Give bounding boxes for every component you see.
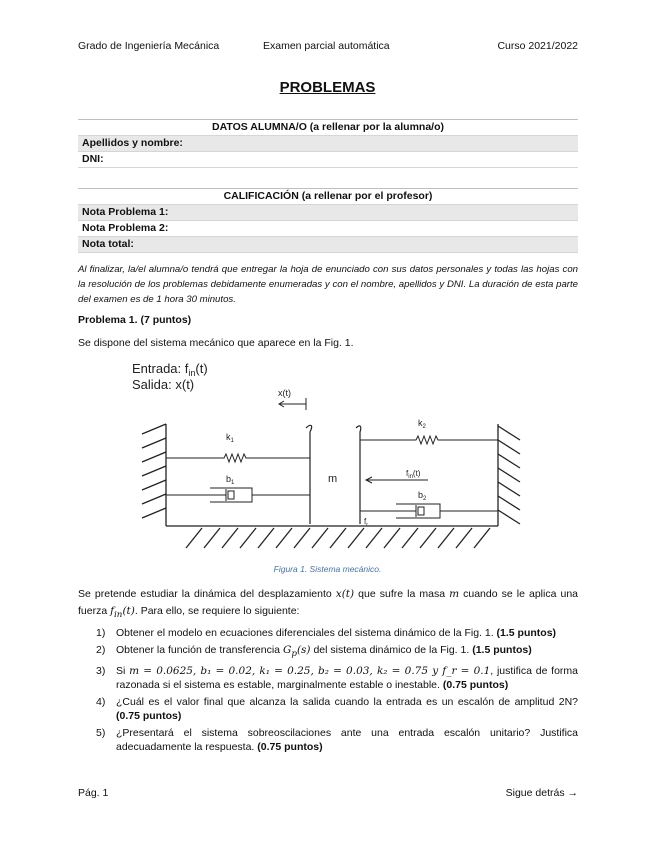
task-list [96, 626, 578, 757]
student-table-heading: DATOS ALUMNA/O (a rellenar por la alumna/o) [78, 119, 578, 135]
figure-caption: Figura 1. Sistema mecánico. [273, 564, 382, 574]
header-exam: Examen parcial automática [263, 40, 390, 52]
k2-label: $k_2$ [418, 418, 426, 430]
entrada-tail: (t) [195, 361, 208, 376]
mass-label: m [328, 473, 338, 485]
fin-label: $f_{in}(t)$ [406, 469, 421, 480]
spring-k1 [166, 454, 310, 462]
damper-b2 [360, 504, 498, 518]
problem1-intro: Se dispone del sistema mecánico que aparece en la Fig. 1. [78, 337, 354, 349]
damper-b1 [166, 488, 310, 502]
student-name-field[interactable]: Apellidos y nombre: [78, 135, 578, 151]
footer-page-number: Pág. 1 [78, 787, 109, 799]
right-wall [498, 424, 520, 526]
entrada-sub: in [188, 368, 196, 378]
grade-problem2-field[interactable]: Nota Problema 2: [78, 220, 578, 236]
grade-table [78, 188, 578, 253]
footer-next-link: Sigue detrás → [505, 787, 578, 799]
list-item: 2) Obtener la función de transferencia $G_p(s)$ del sistema dinámico de la Fig. 1. (1.5 puntos) [96, 644, 532, 660]
salida-label: Salida: x(t) [132, 377, 195, 392]
student-dni-field[interactable]: DNI: [78, 151, 578, 168]
mechanical-system-figure [128, 358, 528, 558]
var-fin: $f_{in}(t)$ [110, 605, 135, 621]
problem1-title: Problema 1. (7 puntos) [78, 314, 192, 326]
entrada-label: Entrada: f [132, 361, 189, 376]
b2-label: $b_2$ [418, 490, 427, 502]
page-title: PROBLEMAS [279, 79, 376, 96]
grade-table-heading: CALIFICACIÓN (a rellenar por el profesor) [78, 188, 578, 204]
var-x: x(t) [335, 588, 355, 600]
x-label: x(t) [278, 388, 291, 398]
grade-problem1-field[interactable]: Nota Problema 1: [78, 204, 578, 220]
spring-k2 [360, 436, 498, 444]
fr-label: $f_r$ [364, 517, 368, 528]
svg-text:Entrada: fin(t) [132, 361, 208, 378]
header-course: Curso 2021/2022 [497, 40, 578, 52]
list-item: 5) ¿Presentará el sistema sobreoscilaciones ante una entrada escalón unitario? Justifica adecuadamente la respuesta. (0.75 puntos) [96, 727, 578, 754]
header-degree: Grado de Ingeniería Mecánica [78, 40, 220, 52]
list-item: 1) Obtener el modelo en ecuaciones diferenciales del sistema dinámico de la Fig. 1. (1.5 puntos) [96, 627, 557, 639]
list-item: 3) Si m = 0.0625, b₁ = 0.02, k₁ = 0.25, b₂ = 0.03, k₂ = 0.75 y f_r = 0.1, justifica de forma razonada si el sistema es estable, marginalmente estable o inestable. (0.75 puntos) [96, 665, 578, 692]
grade-total-field[interactable]: Nota total: [78, 236, 578, 253]
student-data-table [78, 119, 578, 168]
k1-label: $k_1$ [226, 432, 234, 444]
instructions-text: Al finalizar, la/el alumna/o tendrá que entregar la hoja de enunciado con sus datos personales y todas las hojas con la resolución de los problemas debidamente enumeradas y con el nombre, apellidos y DNI. La duración de esta parte del examen es de 1 hora 30 minutos. [78, 264, 578, 305]
list-item: 4) ¿Cuál es el valor final que alcanza la salida cuando la entrada es un escalón de amplitud 2N? (0.75 puntos) [96, 696, 578, 723]
b1-label: $b_1$ [226, 474, 235, 486]
problem1-statement: Se pretende estudiar la dinámica del desplazamiento x(t) que sufre la masa m cuando se le aplica una fuerza $f_{in}(t)$. Para ello, se requiere lo siguiente: [78, 588, 579, 621]
var-m: m [449, 588, 460, 600]
left-wall [142, 424, 166, 526]
displacement-arrow [279, 398, 306, 410]
ground [166, 526, 498, 548]
